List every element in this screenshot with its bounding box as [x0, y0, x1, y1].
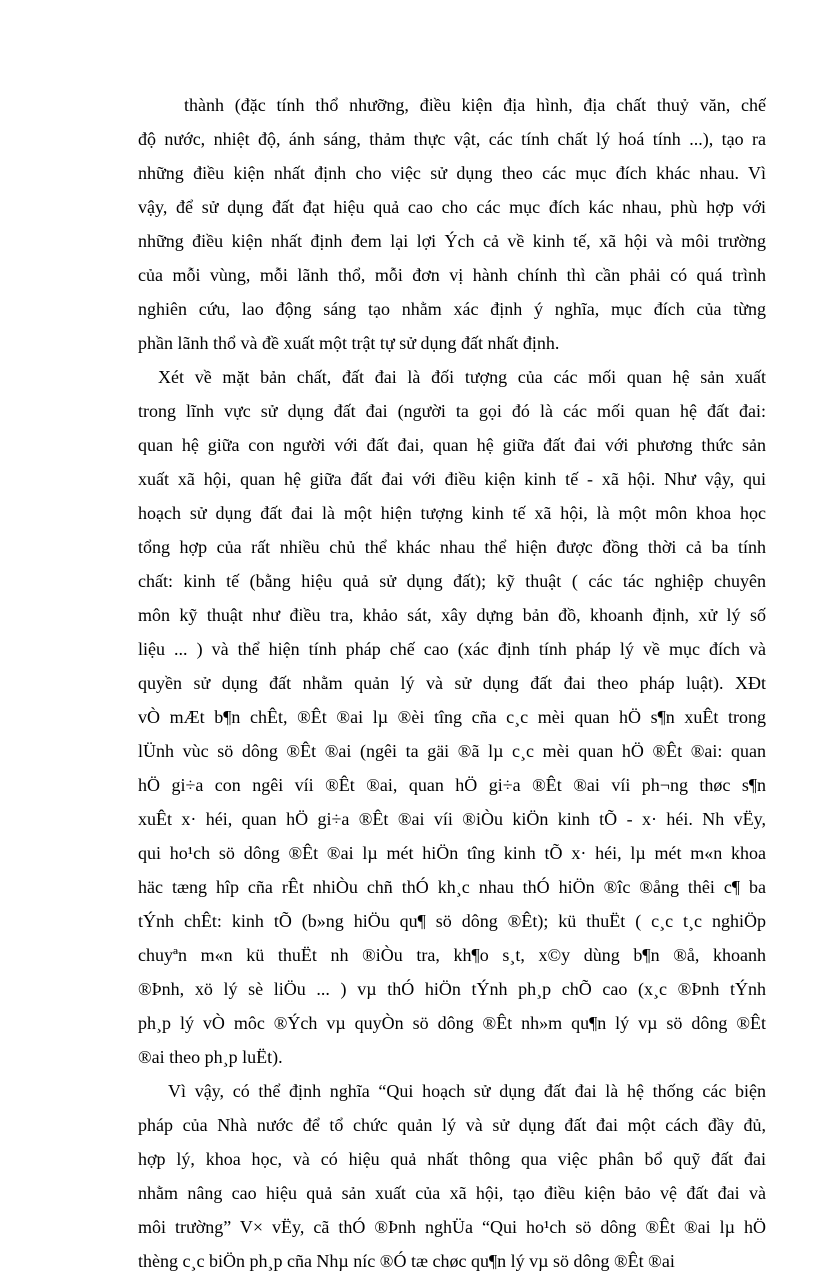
- text-line: nghiên cứu, lao động sáng tạo nhằm xác định ý nghĩa, mục đích của từng: [138, 299, 766, 319]
- text-line: Xét về mặt bản chất, đất đai là đối tượng của các mối quan hệ sản xuất: [158, 367, 766, 387]
- text-line: xuÊt x· héi, quan hÖ gi÷a ®Êt ®ai víi ®iÒu kiÖn kinh tÕ - x· héi. Nh vËy,: [138, 809, 766, 829]
- text-line: những điều kiện nhất định đem lại lợi Ých cả về kinh tế, xã hội và môi trường: [138, 231, 766, 251]
- text-line: độ nước, nhiệt độ, ánh sáng, thảm thực vật, các tính chất lý hoá tính ...), tạo ra: [138, 129, 766, 149]
- text-line: tổng hợp của rất nhiều chủ thể khác nhau thể hiện được đồng thời cả ba tính: [138, 537, 766, 557]
- document-page: [138, 88, 766, 1278]
- text-line: hoạch sử dụng đất đai là một hiện tượng kinh tế xã hội, là một môn khoa học: [138, 503, 766, 523]
- text-line: quan hệ giữa con người với đất đai, quan hệ giữa đất đai với phương thức sản: [138, 435, 766, 455]
- text-line: trong lĩnh vực sử dụng đất đai (người ta gọi đó là các mối quan hệ đất đai:: [138, 401, 766, 421]
- text-line: chuyªn m«n kü thuËt nh ®iÒu tra, kh¶o s¸t, x©y dùng b¶n ®å, khoanh: [138, 945, 766, 965]
- text-line: lÜnh vùc sö dông ®Êt ®ai (ngêi ta gäi ®ã lµ c¸c mèi quan hÖ ®Êt ®ai: quan: [138, 741, 766, 761]
- text-line: những điều kiện nhất định cho việc sử dụng theo các mục đích khác nhau. Vì: [138, 163, 766, 183]
- text-line: ®Þnh, xö lý sè liÖu ... ) vµ thÓ hiÖn tÝnh ph¸p chÕ cao (x¸c ®Þnh tÝnh: [138, 979, 766, 999]
- text-line: ®ai theo ph¸p luËt).: [138, 1047, 283, 1067]
- text-line: của mỗi vùng, mỗi lãnh thổ, mỗi đơn vị hành chính thì cần phải có quá trình: [138, 265, 766, 285]
- text-line: quyền sử dụng đất nhằm quản lý và sử dụng đất đai theo pháp luật). XÐt: [138, 673, 766, 693]
- paragraph-2: [138, 360, 766, 1074]
- text-line: chất: kinh tế (bằng hiệu quả sử dụng đất); kỹ thuật ( các tác nghiệp chuyên: [138, 571, 766, 591]
- text-line: häc tæng hîp cña rÊt nhiÒu chñ thÓ kh¸c nhau thÓ hiÖn ®îc ®ång thêi c¶ ba: [138, 877, 766, 897]
- text-line: qui ho¹ch sö dông ®Êt ®ai lµ mét hiÖn tîng kinh tÕ x· héi, lµ mét m«n khoa: [138, 843, 766, 863]
- text-line: tÝnh chÊt: kinh tÕ (b»ng hiÖu qu¶ sö dông ®Êt); kü thuËt ( c¸c t¸c nghiÖp: [138, 911, 766, 931]
- text-line: liệu ... ) và thể hiện tính pháp chế cao (xác định tính pháp lý về mục đích và: [138, 639, 766, 659]
- text-line: Vì vậy, có thể định nghĩa “Qui hoạch sử dụng đất đai là hệ thống các biện: [168, 1081, 766, 1101]
- text-line: thành (đặc tính thổ nhưỡng, điều kiện địa hình, địa chất thuỷ văn, chế: [184, 95, 766, 115]
- paragraph-1: [138, 88, 766, 360]
- text-line: vậy, để sử dụng đất đạt hiệu quả cao cho các mục đích kác nhau, phù hợp với: [138, 197, 766, 217]
- text-line: vÒ mÆt b¶n chÊt, ®Êt ®ai lµ ®èi tîng cña c¸c mèi quan hÖ s¶n xuÊt trong: [138, 707, 766, 727]
- text-line: ph¸p lý vÒ môc ®Ých vµ quyÒn sö dông ®Êt nh»m qu¶n lý vµ sö dông ®Êt: [138, 1013, 766, 1033]
- text-line: môn kỹ thuật như điều tra, khảo sát, xây dựng bản đồ, khoanh định, xử lý số: [138, 605, 766, 625]
- paragraph-3: [138, 1074, 766, 1278]
- text-line: hợp lý, khoa học, và có hiệu quả nhất thông qua việc phân bổ quỹ đất đai: [138, 1149, 766, 1169]
- text-line: môi trường” V× vËy, cã thÓ ®Þnh nghÜa “Qui ho¹ch sö dông ®Êt ®ai lµ hÖ: [138, 1217, 766, 1237]
- text-line: nhằm nâng cao hiệu quả sản xuất của xã hội, tạo điều kiện bảo vệ đất đai và: [138, 1183, 766, 1203]
- text-line: phần lãnh thổ và đề xuất một trật tự sử dụng đất nhất định.: [138, 333, 560, 353]
- text-line: xuất xã hội, quan hệ giữa đất đai với điều kiện kinh tế - xã hội. Như vậy, qui: [138, 469, 766, 489]
- text-line: pháp của Nhà nước để tổ chức quản lý và sử dụng đất đai một cách đầy đủ,: [138, 1115, 766, 1135]
- text-line: thèng c¸c biÖn ph¸p cña Nhµ níc ®Ó tæ chøc qu¶n lý vµ sö dông ®Êt ®ai: [138, 1251, 675, 1271]
- text-line: hÖ gi÷a con ngêi víi ®Êt ®ai, quan hÖ gi÷a ®Êt ®ai víi ph¬ng thøc s¶n: [138, 775, 766, 795]
